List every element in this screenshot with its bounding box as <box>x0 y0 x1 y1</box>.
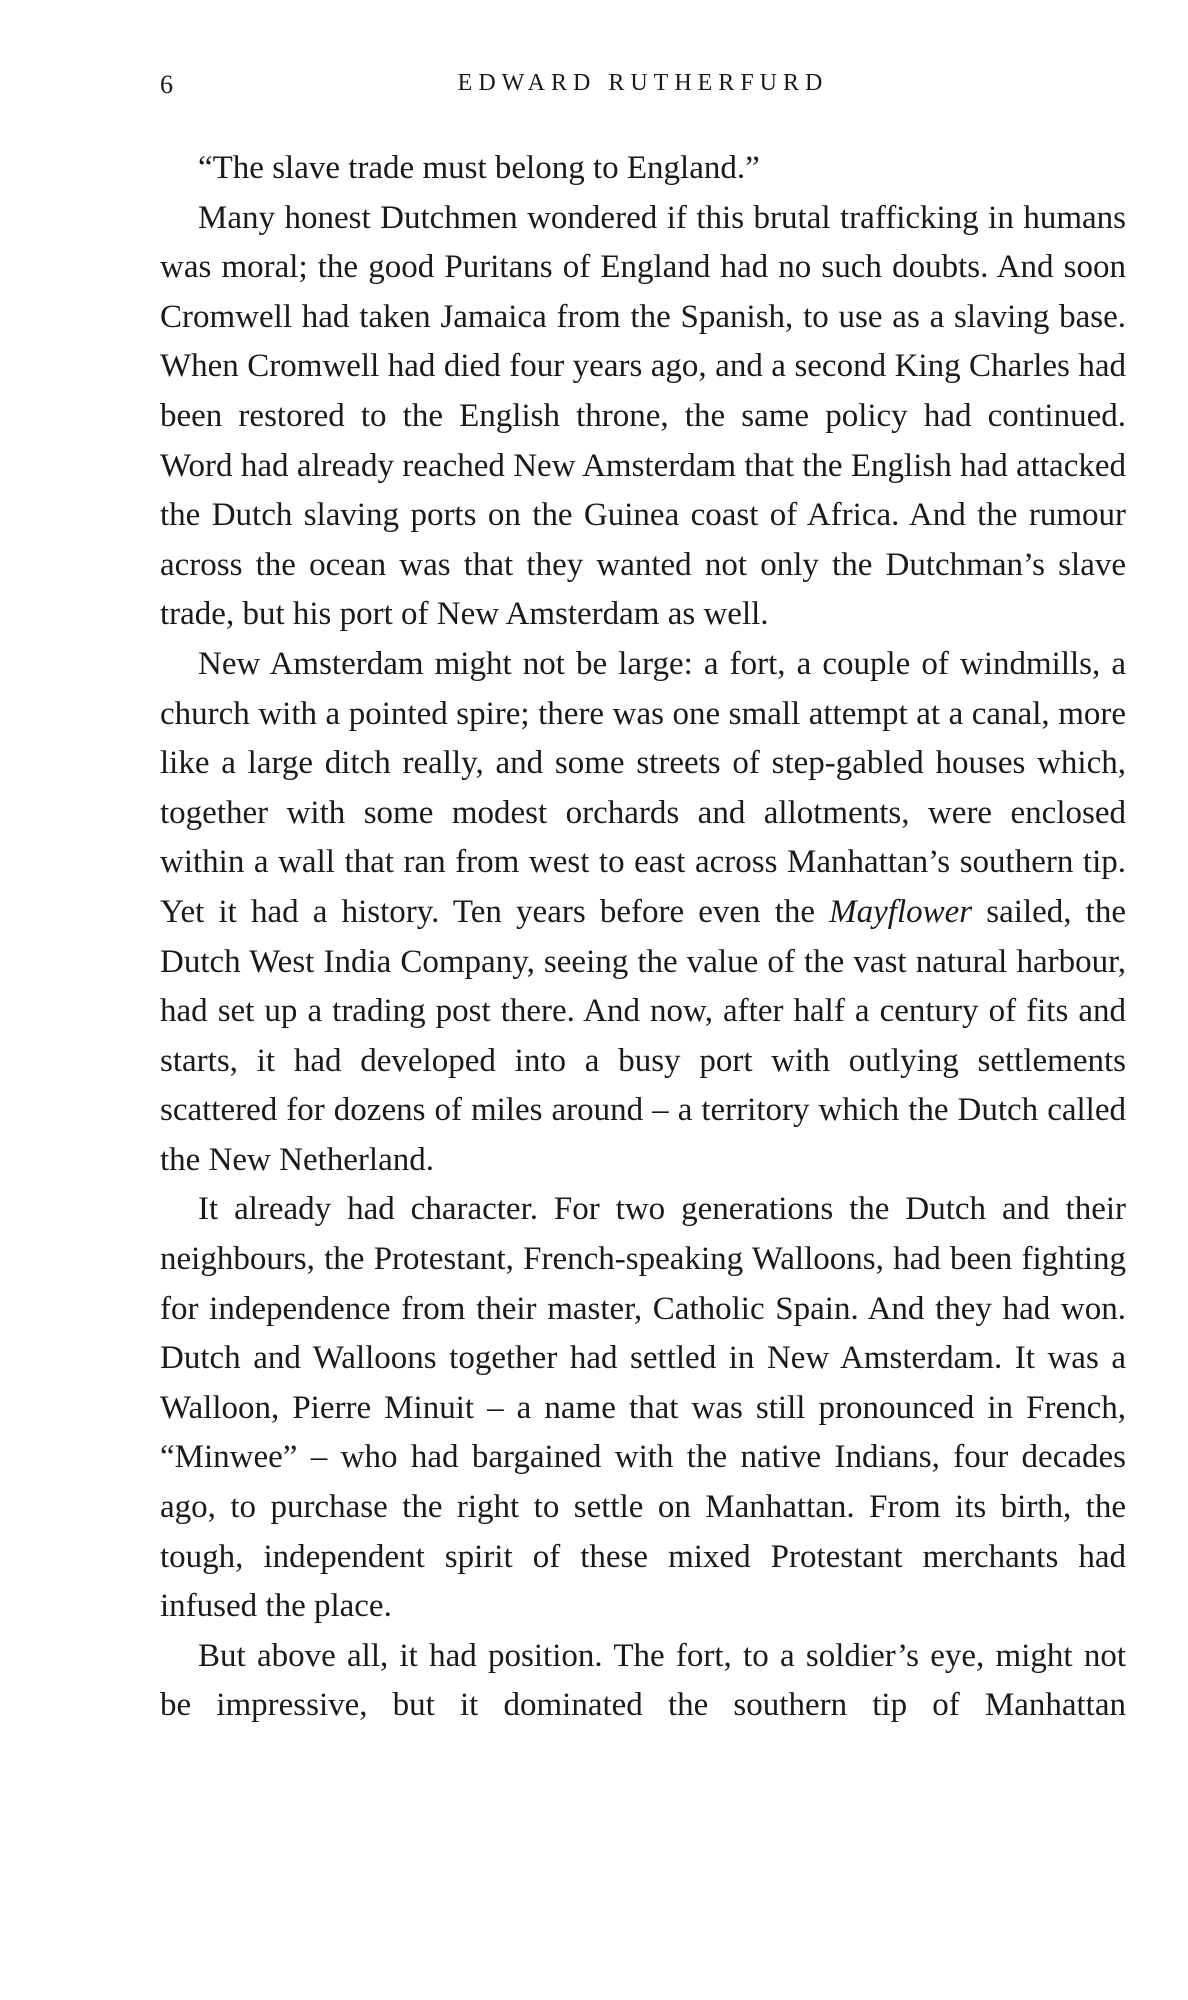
paragraph-4: It already had character. For two generations the Dutch and their neighbours, the Protestant, French-speaking Walloons, had been fighting for independence from their master, Catholic Spain. And they had won. Dutch and Walloons together had settled in New Amsterdam. It was a Walloon, Pierre Minuit – a name that was still pronounced in French, “Minwee” – who had bargained with the native Indians, four decades ago, to purchase the right to settle on Manhattan. From its birth, the tough, independent spirit of these mixed Protestant merchants had infused the place. <box>160 1191 1126 1625</box>
paragraph-2: Many honest Dutchmen wondered if this brutal trafficking in humans was moral; the good Puritans of England had no such doubts. And soon Cromwell had taken Jamaica from the Spanish, to use as a slaving base. When Cromwell had died four years ago, and a second King Charles had been restored to the English throne, the same policy had continued. Word had already reached New Amsterdam that the English had attacked the Dutch slaving ports on the Guinea coast of Africa. And the rumour across the ocean was that they wanted not only the Dutchman’s slave trade, but his port of New Amsterdam as well. <box>160 199 1126 633</box>
page-number: 6 <box>160 70 173 99</box>
body-text <box>160 144 1126 1731</box>
running-head <box>160 70 1126 106</box>
paragraph-5: But above all, it had position. The fort, to a soldier’s eye, might not be impressive, but it dominated the southern tip of Manhattan <box>160 1637 1126 1724</box>
running-head-author: EDWARD RUTHERFURD <box>457 70 829 96</box>
paragraph-1: “The slave trade must belong to England.” <box>198 150 760 186</box>
paragraph-3-text-after: sailed, the Dutch West India Company, seeing the value of the vast natural harbour, had set up a trading post there. And now, after half a century of fits and starts, it had developed into a busy port with outlying settlements scattered for dozens of miles around – a territory which the Dutch called the New Netherland. <box>160 893 1126 1178</box>
paragraph-3 <box>160 640 1126 1186</box>
ship-name-italic: Mayflower <box>829 893 973 930</box>
paragraph-3-text-before: New Amsterdam might not be large: a fort, a couple of windmills, a church with a pointed spire; there was one small attempt at a canal, more like a large ditch really, and some streets of step-gabled houses which, together with some modest orchards and allotments, were enclosed within a wall that ran from west to east across Manhattan’s southern tip. Yet it had a history. Ten years before even the <box>160 645 1126 930</box>
